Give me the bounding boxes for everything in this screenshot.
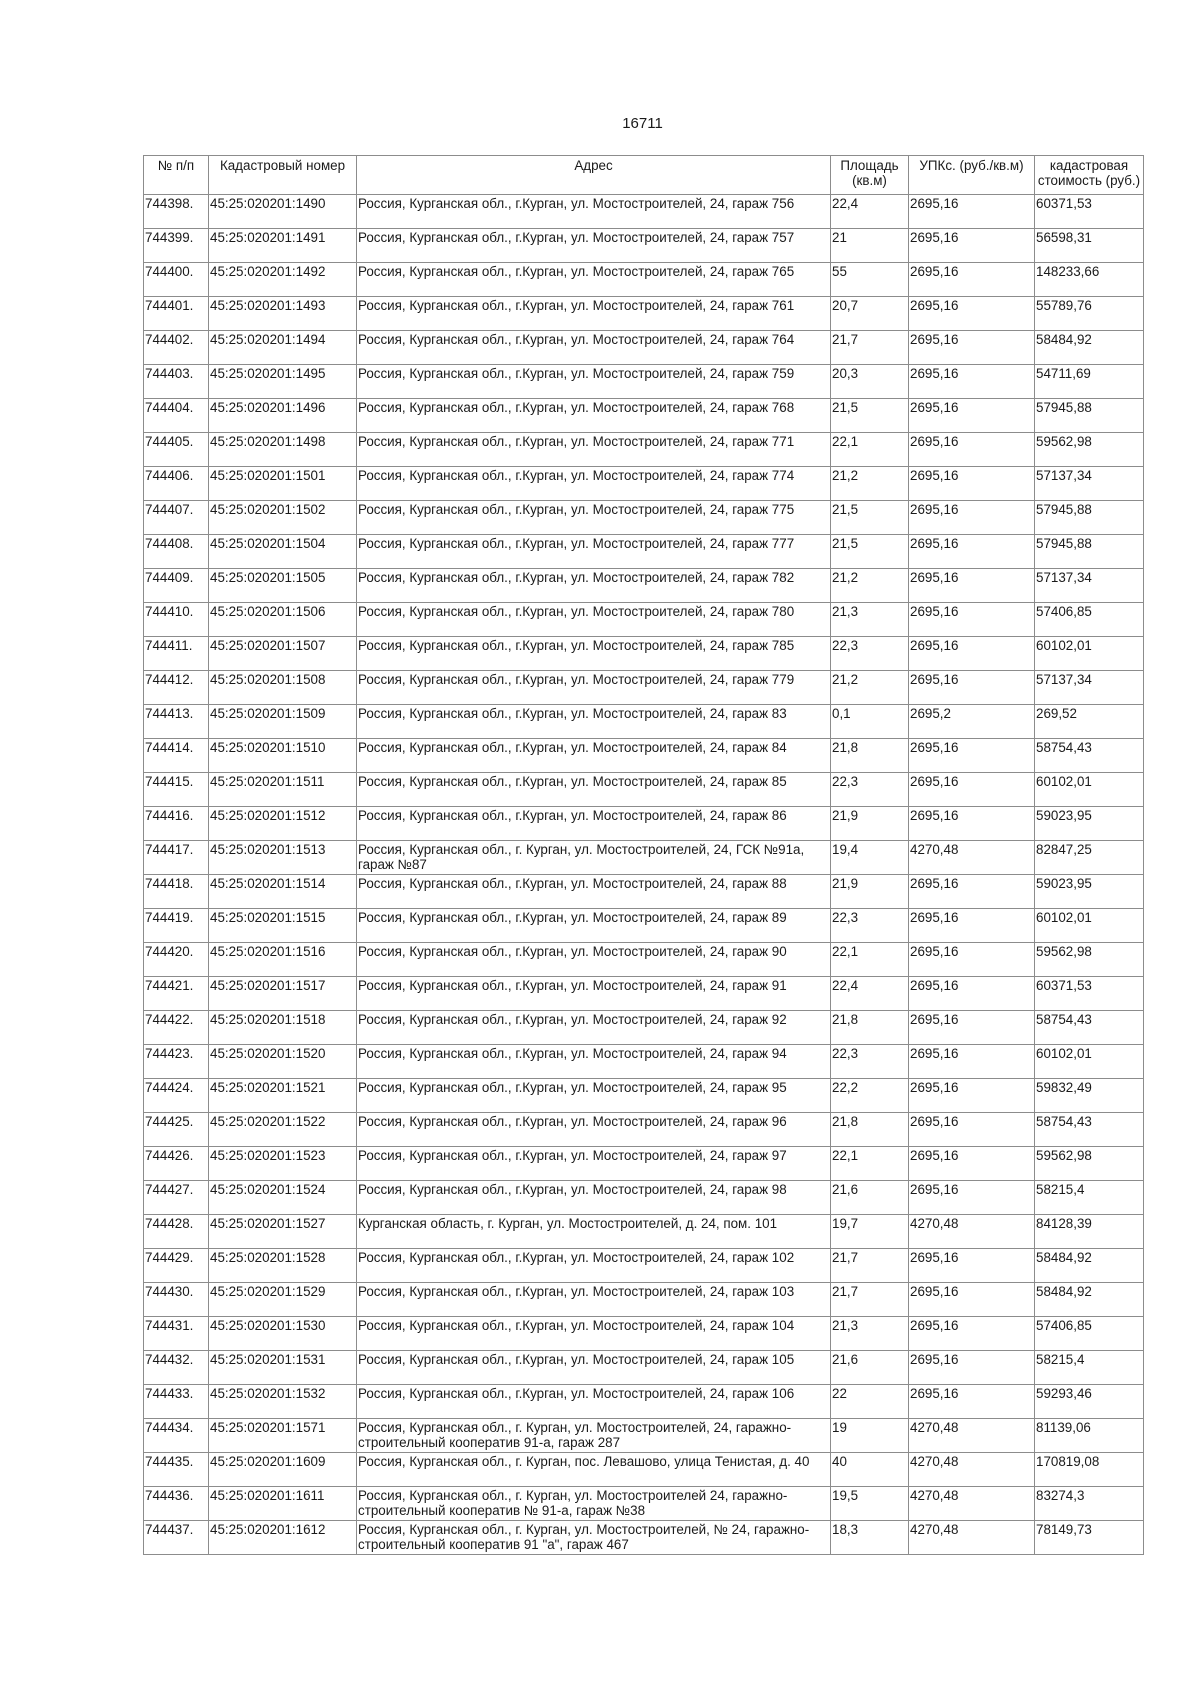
cell-area: 21,8 [831, 1011, 909, 1045]
cell-upks: 2695,16 [909, 943, 1035, 977]
cell-cadastral-cost: 57406,85 [1035, 1317, 1144, 1351]
cell-upks: 2695,16 [909, 331, 1035, 365]
cell-address: Россия, Курганская обл., г. Курган, ул. Мостостроителей 24, гаражно-строительный кооператив № 91-а, гараж №38 [357, 1487, 831, 1521]
cell-cadastral-number: 45:25:020201:1507 [209, 637, 357, 671]
cell-upks: 2695,16 [909, 1113, 1035, 1147]
cell-area: 20,3 [831, 365, 909, 399]
cell-address: Россия, Курганская обл., г.Курган, ул. Мостостроителей, 24, гараж 83 [357, 705, 831, 739]
cell-area: 22,4 [831, 195, 909, 229]
cell-address: Россия, Курганская обл., г.Курган, ул. Мостостроителей, 24, гараж 102 [357, 1249, 831, 1283]
cell-num: 744414. [144, 739, 209, 773]
cell-address: Россия, Курганская обл., г.Курган, ул. Мостостроителей, 24, гараж 103 [357, 1283, 831, 1317]
cell-area: 55 [831, 263, 909, 297]
cell-cadastral-number: 45:25:020201:1522 [209, 1113, 357, 1147]
cell-num: 744434. [144, 1419, 209, 1453]
cell-cadastral-cost: 54711,69 [1035, 365, 1144, 399]
cell-address: Россия, Курганская обл., г.Курган, ул. Мостостроителей, 24, гараж 757 [357, 229, 831, 263]
cell-num: 744401. [144, 297, 209, 331]
cell-cadastral-number: 45:25:020201:1506 [209, 603, 357, 637]
cell-num: 744415. [144, 773, 209, 807]
cell-cadastral-cost: 58754,43 [1035, 1011, 1144, 1045]
cell-cadastral-number: 45:25:020201:1530 [209, 1317, 357, 1351]
cell-upks: 2695,16 [909, 637, 1035, 671]
cell-num: 744416. [144, 807, 209, 841]
table-row [144, 1249, 1144, 1283]
cell-upks: 2695,16 [909, 1181, 1035, 1215]
cell-upks: 2695,16 [909, 365, 1035, 399]
cell-cadastral-number: 45:25:020201:1513 [209, 841, 357, 875]
table-row [144, 297, 1144, 331]
cell-cadastral-number: 45:25:020201:1520 [209, 1045, 357, 1079]
cell-num: 744431. [144, 1317, 209, 1351]
cell-cadastral-number: 45:25:020201:1490 [209, 195, 357, 229]
table-row [144, 1419, 1144, 1453]
cell-upks: 4270,48 [909, 1215, 1035, 1249]
cell-address: Россия, Курганская обл., г.Курган, ул. Мостостроителей, 24, гараж 777 [357, 535, 831, 569]
page-number: 16711 [622, 115, 663, 132]
cell-num: 744413. [144, 705, 209, 739]
cell-num: 744405. [144, 433, 209, 467]
cell-upks: 2695,16 [909, 297, 1035, 331]
cell-cadastral-number: 45:25:020201:1612 [209, 1521, 357, 1555]
table-row [144, 1045, 1144, 1079]
cell-address: Россия, Курганская обл., г.Курган, ул. Мостостроителей, 24, гараж 92 [357, 1011, 831, 1045]
cell-area: 21,9 [831, 875, 909, 909]
cell-upks: 2695,16 [909, 467, 1035, 501]
cell-cadastral-cost: 59562,98 [1035, 1147, 1144, 1181]
cell-address: Россия, Курганская обл., г.Курган, ул. Мостостроителей, 24, гараж 90 [357, 943, 831, 977]
cell-num: 744425. [144, 1113, 209, 1147]
cell-cadastral-cost: 59293,46 [1035, 1385, 1144, 1419]
cell-area: 22 [831, 1385, 909, 1419]
table-row [144, 875, 1144, 909]
cell-area: 20,7 [831, 297, 909, 331]
cell-cadastral-number: 45:25:020201:1509 [209, 705, 357, 739]
table-row [144, 1283, 1144, 1317]
cell-upks: 2695,16 [909, 977, 1035, 1011]
cell-cadastral-cost: 58484,92 [1035, 331, 1144, 365]
cell-upks: 2695,16 [909, 1011, 1035, 1045]
cell-address: Россия, Курганская обл., г.Курган, ул. Мостостроителей, 24, гараж 768 [357, 399, 831, 433]
cell-num: 744435. [144, 1453, 209, 1487]
cell-address: Россия, Курганская обл., г.Курган, ул. Мостостроителей, 24, гараж 764 [357, 331, 831, 365]
cell-upks: 2695,16 [909, 535, 1035, 569]
cell-num: 744417. [144, 841, 209, 875]
cell-address: Россия, Курганская обл., г.Курган, ул. Мостостроителей, 24, гараж 97 [357, 1147, 831, 1181]
cell-cadastral-cost: 60371,53 [1035, 977, 1144, 1011]
cell-upks: 2695,16 [909, 501, 1035, 535]
cell-cadastral-cost: 57945,88 [1035, 399, 1144, 433]
cell-upks: 2695,16 [909, 1283, 1035, 1317]
cell-cadastral-cost: 60102,01 [1035, 773, 1144, 807]
cell-area: 21,7 [831, 1249, 909, 1283]
cell-area: 19 [831, 1419, 909, 1453]
cell-num: 744412. [144, 671, 209, 705]
cell-cadastral-number: 45:25:020201:1523 [209, 1147, 357, 1181]
cell-num: 744420. [144, 943, 209, 977]
cell-cadastral-cost: 78149,73 [1035, 1521, 1144, 1555]
cell-area: 0,1 [831, 705, 909, 739]
cell-address: Россия, Курганская обл., г.Курган, ул. Мостостроителей, 24, гараж 779 [357, 671, 831, 705]
cell-num: 744421. [144, 977, 209, 1011]
table-row [144, 773, 1144, 807]
cell-cadastral-cost: 269,52 [1035, 705, 1144, 739]
table-row [144, 1181, 1144, 1215]
cell-address: Россия, Курганская обл., г.Курган, ул. Мостостроителей, 24, гараж 96 [357, 1113, 831, 1147]
cell-num: 744418. [144, 875, 209, 909]
cell-cadastral-number: 45:25:020201:1517 [209, 977, 357, 1011]
cell-upks: 2695,16 [909, 569, 1035, 603]
cell-upks: 2695,16 [909, 1317, 1035, 1351]
cell-cadastral-number: 45:25:020201:1508 [209, 671, 357, 705]
cell-upks: 2695,2 [909, 705, 1035, 739]
cell-area: 21,2 [831, 671, 909, 705]
cell-area: 21,8 [831, 1113, 909, 1147]
cell-area: 22,3 [831, 1045, 909, 1079]
cell-cadastral-number: 45:25:020201:1516 [209, 943, 357, 977]
cell-cadastral-number: 45:25:020201:1501 [209, 467, 357, 501]
cell-cadastral-cost: 60371,53 [1035, 195, 1144, 229]
table-row [144, 1453, 1144, 1487]
table-row [144, 433, 1144, 467]
cell-upks: 4270,48 [909, 1419, 1035, 1453]
cell-area: 18,3 [831, 1521, 909, 1555]
cell-cadastral-cost: 58215,4 [1035, 1181, 1144, 1215]
cell-num: 744423. [144, 1045, 209, 1079]
table-row [144, 501, 1144, 535]
cell-num: 744419. [144, 909, 209, 943]
cell-num: 744406. [144, 467, 209, 501]
cell-num: 744403. [144, 365, 209, 399]
table-row [144, 1011, 1144, 1045]
cell-area: 21,7 [831, 1283, 909, 1317]
cell-cadastral-cost: 59023,95 [1035, 807, 1144, 841]
table-row [144, 807, 1144, 841]
cell-area: 21,2 [831, 569, 909, 603]
cell-address: Россия, Курганская обл., г.Курган, ул. Мостостроителей, 24, гараж 106 [357, 1385, 831, 1419]
cell-cadastral-number: 45:25:020201:1502 [209, 501, 357, 535]
cell-address: Россия, Курганская обл., г.Курган, ул. Мостостроителей, 24, гараж 785 [357, 637, 831, 671]
table-row [144, 1113, 1144, 1147]
cell-address: Россия, Курганская обл., г.Курган, ул. Мостостроителей, 24, гараж 759 [357, 365, 831, 399]
table-row [144, 1079, 1144, 1113]
table-row [144, 1385, 1144, 1419]
cell-area: 21,6 [831, 1351, 909, 1385]
cell-cadastral-number: 45:25:020201:1493 [209, 297, 357, 331]
cell-cadastral-number: 45:25:020201:1518 [209, 1011, 357, 1045]
cell-num: 744429. [144, 1249, 209, 1283]
table-row [144, 603, 1144, 637]
cell-upks: 2695,16 [909, 773, 1035, 807]
cell-area: 21,5 [831, 399, 909, 433]
cell-cadastral-cost: 57137,34 [1035, 569, 1144, 603]
table-header-row [144, 156, 1144, 195]
cell-num: 744411. [144, 637, 209, 671]
cell-cadastral-cost: 83274,3 [1035, 1487, 1144, 1521]
header-address: Адрес [357, 156, 831, 195]
cell-cadastral-cost: 58484,92 [1035, 1283, 1144, 1317]
cell-cadastral-cost: 148233,66 [1035, 263, 1144, 297]
cell-area: 21,2 [831, 467, 909, 501]
cell-area: 22,3 [831, 773, 909, 807]
cell-upks: 4270,48 [909, 841, 1035, 875]
cell-address: Россия, Курганская обл., г.Курган, ул. Мостостроителей, 24, гараж 774 [357, 467, 831, 501]
header-cadastral-cost: кадастровая стоимость (руб.) [1035, 156, 1144, 195]
cell-area: 21,8 [831, 739, 909, 773]
cell-num: 744430. [144, 1283, 209, 1317]
cell-upks: 2695,16 [909, 603, 1035, 637]
cell-area: 21,5 [831, 501, 909, 535]
cell-area: 19,7 [831, 1215, 909, 1249]
cell-address: Россия, Курганская обл., г.Курган, ул. Мостостроителей, 24, гараж 761 [357, 297, 831, 331]
cell-upks: 2695,16 [909, 1079, 1035, 1113]
table-row [144, 739, 1144, 773]
cell-upks: 2695,16 [909, 1351, 1035, 1385]
cell-cadastral-number: 45:25:020201:1514 [209, 875, 357, 909]
cell-area: 21,3 [831, 603, 909, 637]
cell-cadastral-number: 45:25:020201:1571 [209, 1419, 357, 1453]
cell-num: 744426. [144, 1147, 209, 1181]
cell-upks: 4270,48 [909, 1487, 1035, 1521]
cell-cadastral-cost: 57945,88 [1035, 535, 1144, 569]
cell-cadastral-number: 45:25:020201:1491 [209, 229, 357, 263]
table-row [144, 943, 1144, 977]
cell-cadastral-number: 45:25:020201:1524 [209, 1181, 357, 1215]
cell-cadastral-cost: 55789,76 [1035, 297, 1144, 331]
cell-cadastral-cost: 81139,06 [1035, 1419, 1144, 1453]
cell-address: Россия, Курганская обл., г.Курган, ул. Мостостроителей, 24, гараж 98 [357, 1181, 831, 1215]
cell-cadastral-number: 45:25:020201:1510 [209, 739, 357, 773]
table-row [144, 977, 1144, 1011]
cell-cadastral-cost: 57137,34 [1035, 671, 1144, 705]
table-row [144, 1521, 1144, 1555]
cell-area: 22,1 [831, 433, 909, 467]
table-row [144, 569, 1144, 603]
cell-cadastral-cost: 82847,25 [1035, 841, 1144, 875]
cell-address: Россия, Курганская обл., г.Курган, ул. Мостостроителей, 24, гараж 86 [357, 807, 831, 841]
cell-num: 744400. [144, 263, 209, 297]
cell-address: Россия, Курганская обл., г.Курган, ул. Мостостроителей, 24, гараж 88 [357, 875, 831, 909]
cell-address: Курганская область, г. Курган, ул. Мостостроителей, д. 24, пом. 101 [357, 1215, 831, 1249]
cell-cadastral-number: 45:25:020201:1527 [209, 1215, 357, 1249]
table-row [144, 1351, 1144, 1385]
cell-upks: 2695,16 [909, 1249, 1035, 1283]
cell-area: 21,6 [831, 1181, 909, 1215]
table-row [144, 535, 1144, 569]
cell-cadastral-cost: 58215,4 [1035, 1351, 1144, 1385]
cell-address: Россия, Курганская обл., г. Курган, ул. Мостостроителей, 24, ГСК №91а, гараж №87 [357, 841, 831, 875]
cell-cadastral-number: 45:25:020201:1515 [209, 909, 357, 943]
cell-upks: 2695,16 [909, 399, 1035, 433]
cell-address: Россия, Курганская обл., г.Курган, ул. Мостостроителей, 24, гараж 85 [357, 773, 831, 807]
cell-upks: 2695,16 [909, 671, 1035, 705]
table-row [144, 1317, 1144, 1351]
cell-address: Россия, Курганская обл., г.Курган, ул. Мостостроителей, 24, гараж 94 [357, 1045, 831, 1079]
cell-address: Россия, Курганская обл., г.Курган, ул. Мостостроителей, 24, гараж 89 [357, 909, 831, 943]
cell-cadastral-cost: 56598,31 [1035, 229, 1144, 263]
cell-address: Россия, Курганская обл., г.Курган, ул. Мостостроителей, 24, гараж 91 [357, 977, 831, 1011]
cell-upks: 2695,16 [909, 739, 1035, 773]
cell-upks: 2695,16 [909, 195, 1035, 229]
cell-cadastral-number: 45:25:020201:1504 [209, 535, 357, 569]
cell-cadastral-cost: 60102,01 [1035, 1045, 1144, 1079]
cell-cadastral-cost: 84128,39 [1035, 1215, 1144, 1249]
cell-address: Россия, Курганская обл., г.Курган, ул. Мостостроителей, 24, гараж 84 [357, 739, 831, 773]
table-row [144, 841, 1144, 875]
table-row [144, 467, 1144, 501]
table-row [144, 229, 1144, 263]
cell-area: 19,4 [831, 841, 909, 875]
cell-address: Россия, Курганская обл., г. Курган, пос. Левашово, улица Тенистая, д. 40 [357, 1453, 831, 1487]
cell-area: 22,3 [831, 637, 909, 671]
cell-cadastral-number: 45:25:020201:1495 [209, 365, 357, 399]
cell-cadastral-cost: 59562,98 [1035, 433, 1144, 467]
table-row [144, 195, 1144, 229]
cell-area: 21,7 [831, 331, 909, 365]
cell-cadastral-cost: 58484,92 [1035, 1249, 1144, 1283]
table-row [144, 705, 1144, 739]
header-num: № п/п [144, 156, 209, 195]
cell-cadastral-number: 45:25:020201:1528 [209, 1249, 357, 1283]
cell-upks: 4270,48 [909, 1453, 1035, 1487]
cell-num: 744422. [144, 1011, 209, 1045]
cell-address: Россия, Курганская обл., г.Курган, ул. Мостостроителей, 24, гараж 104 [357, 1317, 831, 1351]
cell-area: 22,1 [831, 943, 909, 977]
cell-address: Россия, Курганская обл., г.Курган, ул. Мостостроителей, 24, гараж 782 [357, 569, 831, 603]
table-row [144, 671, 1144, 705]
cell-cadastral-cost: 59023,95 [1035, 875, 1144, 909]
table-row [144, 909, 1144, 943]
cell-cadastral-number: 45:25:020201:1609 [209, 1453, 357, 1487]
cell-cadastral-number: 45:25:020201:1498 [209, 433, 357, 467]
cell-cadastral-cost: 57406,85 [1035, 603, 1144, 637]
cell-area: 21,3 [831, 1317, 909, 1351]
header-upks: УПКс. (руб./кв.м) [909, 156, 1035, 195]
cell-num: 744402. [144, 331, 209, 365]
cell-num: 744409. [144, 569, 209, 603]
cell-upks: 4270,48 [909, 1521, 1035, 1555]
cell-cadastral-number: 45:25:020201:1496 [209, 399, 357, 433]
cell-cadastral-cost: 170819,08 [1035, 1453, 1144, 1487]
cell-cadastral-number: 45:25:020201:1492 [209, 263, 357, 297]
cell-cadastral-number: 45:25:020201:1494 [209, 331, 357, 365]
cell-num: 744404. [144, 399, 209, 433]
cell-area: 22,4 [831, 977, 909, 1011]
cell-num: 744432. [144, 1351, 209, 1385]
cell-address: Россия, Курганская обл., г. Курган, ул. Мостостроителей, № 24, гаражно-строительный кооператив 91 "а", гараж 467 [357, 1521, 831, 1555]
cell-num: 744437. [144, 1521, 209, 1555]
table-row [144, 1147, 1144, 1181]
cell-area: 19,5 [831, 1487, 909, 1521]
table-row [144, 399, 1144, 433]
cell-cadastral-number: 45:25:020201:1512 [209, 807, 357, 841]
table-row [144, 263, 1144, 297]
header-cadastral-number: Кадастровый номер [209, 156, 357, 195]
cell-cadastral-cost: 59832,49 [1035, 1079, 1144, 1113]
cell-num: 744398. [144, 195, 209, 229]
cell-upks: 2695,16 [909, 433, 1035, 467]
cell-upks: 2695,16 [909, 1385, 1035, 1419]
cell-num: 744427. [144, 1181, 209, 1215]
table-row [144, 637, 1144, 671]
cell-upks: 2695,16 [909, 229, 1035, 263]
cell-cadastral-cost: 57945,88 [1035, 501, 1144, 535]
cell-address: Россия, Курганская обл., г.Курган, ул. Мостостроителей, 24, гараж 775 [357, 501, 831, 535]
cell-address: Россия, Курганская обл., г.Курган, ул. Мостостроителей, 24, гараж 95 [357, 1079, 831, 1113]
table-row [144, 331, 1144, 365]
cell-num: 744407. [144, 501, 209, 535]
cell-num: 744433. [144, 1385, 209, 1419]
cell-area: 40 [831, 1453, 909, 1487]
cell-area: 22,3 [831, 909, 909, 943]
cell-address: Россия, Курганская обл., г.Курган, ул. Мостостроителей, 24, гараж 771 [357, 433, 831, 467]
cell-address: Россия, Курганская обл., г.Курган, ул. Мостостроителей, 24, гараж 765 [357, 263, 831, 297]
table-row [144, 1215, 1144, 1249]
cell-num: 744436. [144, 1487, 209, 1521]
cell-upks: 2695,16 [909, 263, 1035, 297]
cell-address: Россия, Курганская обл., г. Курган, ул. Мостостроителей, 24, гаражно-строительный кооператив 91-а, гараж 287 [357, 1419, 831, 1453]
cell-address: Россия, Курганская обл., г.Курган, ул. Мостостроителей, 24, гараж 756 [357, 195, 831, 229]
cell-num: 744410. [144, 603, 209, 637]
header-area: Площадь (кв.м) [831, 156, 909, 195]
cell-area: 22,1 [831, 1147, 909, 1181]
cell-num: 744428. [144, 1215, 209, 1249]
cell-area: 21 [831, 229, 909, 263]
cell-num: 744408. [144, 535, 209, 569]
cell-cadastral-number: 45:25:020201:1505 [209, 569, 357, 603]
cell-cadastral-cost: 59562,98 [1035, 943, 1144, 977]
cell-cadastral-number: 45:25:020201:1529 [209, 1283, 357, 1317]
cell-cadastral-number: 45:25:020201:1611 [209, 1487, 357, 1521]
cell-cadastral-cost: 58754,43 [1035, 739, 1144, 773]
cell-cadastral-number: 45:25:020201:1521 [209, 1079, 357, 1113]
cell-cadastral-number: 45:25:020201:1532 [209, 1385, 357, 1419]
cell-cadastral-cost: 60102,01 [1035, 909, 1144, 943]
table-row [144, 365, 1144, 399]
cell-num: 744424. [144, 1079, 209, 1113]
cell-cadastral-number: 45:25:020201:1531 [209, 1351, 357, 1385]
cell-area: 22,2 [831, 1079, 909, 1113]
cell-cadastral-cost: 57137,34 [1035, 467, 1144, 501]
cell-upks: 2695,16 [909, 1045, 1035, 1079]
cell-upks: 2695,16 [909, 1147, 1035, 1181]
cell-area: 21,9 [831, 807, 909, 841]
cell-cadastral-cost: 60102,01 [1035, 637, 1144, 671]
cell-upks: 2695,16 [909, 909, 1035, 943]
cell-cadastral-cost: 58754,43 [1035, 1113, 1144, 1147]
cell-upks: 2695,16 [909, 807, 1035, 841]
cell-num: 744399. [144, 229, 209, 263]
cell-address: Россия, Курганская обл., г.Курган, ул. Мостостроителей, 24, гараж 105 [357, 1351, 831, 1385]
cadastral-table [143, 155, 1144, 1555]
table-row [144, 1487, 1144, 1521]
cell-area: 21,5 [831, 535, 909, 569]
cell-upks: 2695,16 [909, 875, 1035, 909]
cell-address: Россия, Курганская обл., г.Курган, ул. Мостостроителей, 24, гараж 780 [357, 603, 831, 637]
cell-cadastral-number: 45:25:020201:1511 [209, 773, 357, 807]
